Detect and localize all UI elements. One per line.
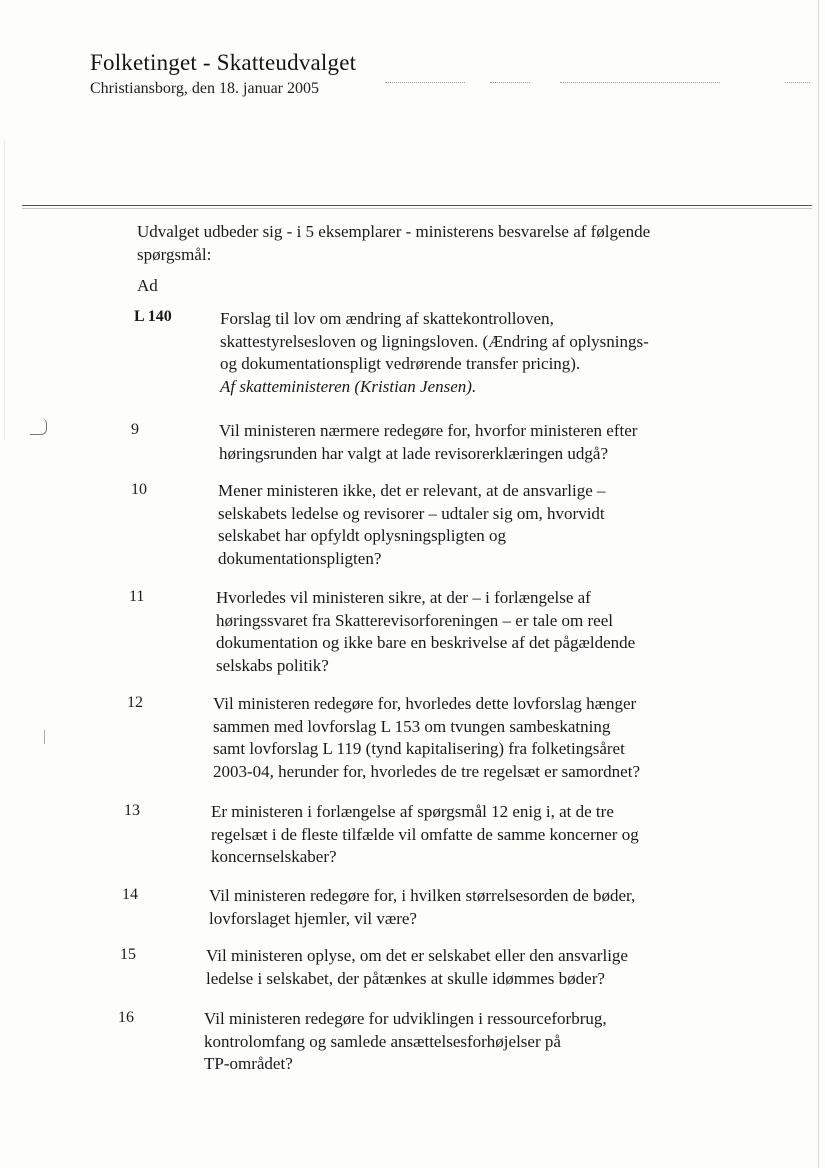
question-line: Vil ministeren nærmere redegøre for, hvorfor ministeren efter <box>219 421 638 440</box>
question-number: 10 <box>131 481 147 498</box>
question-number: 9 <box>131 421 139 438</box>
bill-line: Forslag til lov om ændring af skattekontrolloven, <box>220 309 554 328</box>
question-number: 16 <box>118 1009 134 1026</box>
dotted-line <box>560 82 720 83</box>
bill-line: skattestyrelsesloven og ligningsloven. (Ændring af oplysnings- <box>220 331 649 351</box>
question-text <box>206 945 676 990</box>
question-number: 11 <box>129 588 145 605</box>
question-line: Vil ministeren redegøre for udviklingen i ressourceforbrug, <box>204 1009 607 1028</box>
question-line: høringssvaret fra Skatterevisorforeningen – er tale om reel <box>216 610 613 630</box>
question-line: lovforslaget hjemler, vil være? <box>209 908 417 928</box>
question-line: TP-området? <box>204 1054 293 1073</box>
committee-title: Folketinget - Skatteudvalget <box>90 50 357 75</box>
dotted-line <box>490 82 530 83</box>
question-text <box>204 1008 674 1076</box>
question-line: selskabs politik? <box>216 655 329 675</box>
margin-mark <box>40 730 45 744</box>
ad-label: Ad <box>137 276 158 295</box>
question-line: Vil ministeren oplyse, om det er selskabet eller den ansvarlige <box>206 946 628 965</box>
header-rule-shadow <box>22 208 812 209</box>
question-line: ledelse i selskabet, der påtænkes at skulle idømmes bøder? <box>206 968 605 988</box>
question-line: dokumentation og ikke bare en beskrivelse af det pågældende <box>216 633 636 652</box>
scan-edge-left <box>4 140 5 440</box>
question-line: kontrolomfang og samlede ansættelsesforhøjelser på <box>204 1031 561 1051</box>
scan-edge-right <box>818 0 819 1168</box>
question-text <box>211 801 681 869</box>
question-text <box>216 587 686 677</box>
place-date: Christiansborg, den 18. januar 2005 <box>90 80 320 97</box>
dotted-line <box>385 82 465 83</box>
bill-author: Af skatteministeren (Kristian Jensen). <box>220 376 477 396</box>
question-number: 15 <box>120 946 136 963</box>
question-line: regelsæt i de fleste tilfælde vil omfatte de samme koncerner og <box>211 824 639 844</box>
bill-label: L 140 <box>134 308 172 325</box>
bill-line: og dokumentationspligt vedrørende transfer pricing). <box>220 354 581 373</box>
header-rule <box>22 205 812 206</box>
dotted-line <box>785 82 810 83</box>
question-number: 13 <box>124 802 140 819</box>
question-text <box>219 420 689 465</box>
question-line: sammen med lovforslag L 153 om tvungen sambeskatning <box>213 716 611 736</box>
question-text <box>213 693 683 783</box>
question-line: selskabets ledelse og revisorer – udtaler sig om, hvorvidt <box>218 503 605 523</box>
question-line: Er ministeren i forlængelse af spørgsmål 12 enig i, at de tre <box>211 802 614 821</box>
question-number: 12 <box>127 694 143 711</box>
question-line: Vil ministeren redegøre for, i hvilken størrelsesorden de bøder, <box>209 886 636 905</box>
question-text <box>218 480 688 570</box>
question-line: koncernselskaber? <box>211 847 337 866</box>
question-line: Mener ministeren ikke, det er relevant, at de ansvarlige – <box>218 481 606 500</box>
question-line: 2003-04, herunder for, hvorledes de tre regelsæt er samordnet? <box>213 761 641 781</box>
bill-description <box>220 308 690 398</box>
question-line: Hvorledes vil ministeren sikre, at der – i forlængelse af <box>216 588 591 607</box>
question-line: Vil ministeren redegøre for, hvorledes dette lovforslag hænger <box>213 694 637 713</box>
question-text <box>209 885 679 930</box>
question-line: dokumentationspligten? <box>218 548 382 568</box>
question-line: samt lovforslag L 119 (tynd kapitalisering) fra folketingsåret <box>213 739 625 758</box>
question-line: selskabet har opfyldt oplysningspligten og <box>218 526 507 545</box>
margin-bracket-mark <box>30 418 47 435</box>
question-number: 14 <box>122 886 138 903</box>
intro-text: Udvalget udbeder sig - i 5 eksemplarer - ministerens besvarelse af følgende spørgsmål: <box>137 222 651 264</box>
question-line: høringsrunden har valgt at lade revisorerklæringen udgå? <box>219 443 608 463</box>
